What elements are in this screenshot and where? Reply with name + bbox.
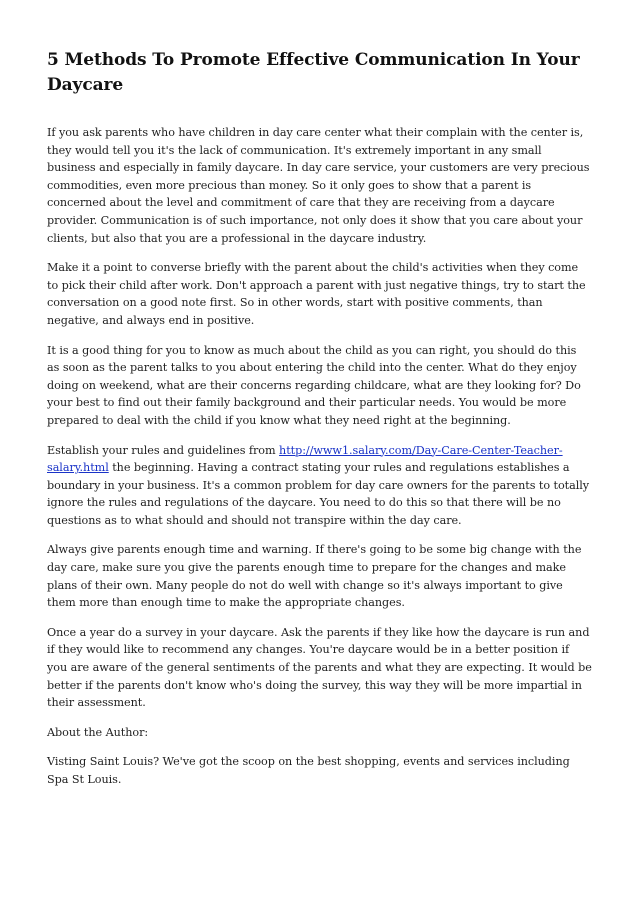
rules-text-after-link: the beginning. Having a contract stating your rules and regulations establishes a boundary in your business. It's a common problem for day care owners for the parents to totally ignore the rules and regulations of the daycare. You need to do this so that there will be no questions as to what should and should not transpire within the day care.	[47, 461, 590, 527]
paragraph-time-warning: Always give parents enough time and warning. If there's going to be some big change with the day care, make sure you give the parents enough time to prepare for the changes and make plans of their own. Many people do not do well with change so it's always important to give them more than enough time to make the appropriate changes.	[47, 543, 582, 610]
author-heading: About the Author:	[47, 725, 149, 739]
paragraph-converse: Make it a point to converse briefly with the parent about the child's activities when they come to pick their child after work. Don't approach a parent with just negative things, try to start the conversation on a good note first. So in other words, start with positive comments, than negative, and always end in positive.	[47, 261, 586, 327]
paragraph-survey: Once a year do a survey in your daycare. Ask the parents if they like how the daycare is run and if they would like to recommend any changes. You're daycare would be in a better position if you are aware of the general sentiments of the parents and what they are expecting. It would be better if the parents don't know who's doing the survey, this way they will be more impartial in their assessment.	[47, 625, 592, 710]
document-title: 5 Methods To Promote Effective Communication In Your Daycare	[47, 50, 580, 95]
rules-text-before-link: Establish your rules and guidelines from	[47, 443, 280, 457]
paragraph-know-child: It is a good thing for you to know as much about the child as you can right, you should do this as soon as the parent talks to you about entering the child into the center. What do they enjoy doing on weekend, what are their concerns regarding childcare, what are they looking for? Do your best to find out their family background and their particular needs. You would be more prepared to deal with the child if you know what they need right at the beginning.	[47, 343, 581, 427]
salary-link[interactable]: http://www1.salary.com/Day-Care-Center-Teacher-salary.html	[47, 443, 563, 475]
paragraph-rules	[47, 442, 592, 530]
document-page	[47, 48, 592, 801]
author-bio: Visting Saint Louis? We've got the scoop on the best shopping, events and services including Spa St Louis.	[47, 755, 570, 786]
paragraph-intro: If you ask parents who have children in day care center what their complain with the center is, they would tell you it's the lack of communication. It's extremely important in any small business and especially in family daycare. In day care service, your customers are very precious commodities, even more precious than money. So it only goes to show that a parent is concerned about the level and commitment of care that they are receiving from a daycare provider. Communication is of such importance, not only does it show that you care about your clients, but also that you are a professional in the daycare industry.	[47, 126, 590, 245]
